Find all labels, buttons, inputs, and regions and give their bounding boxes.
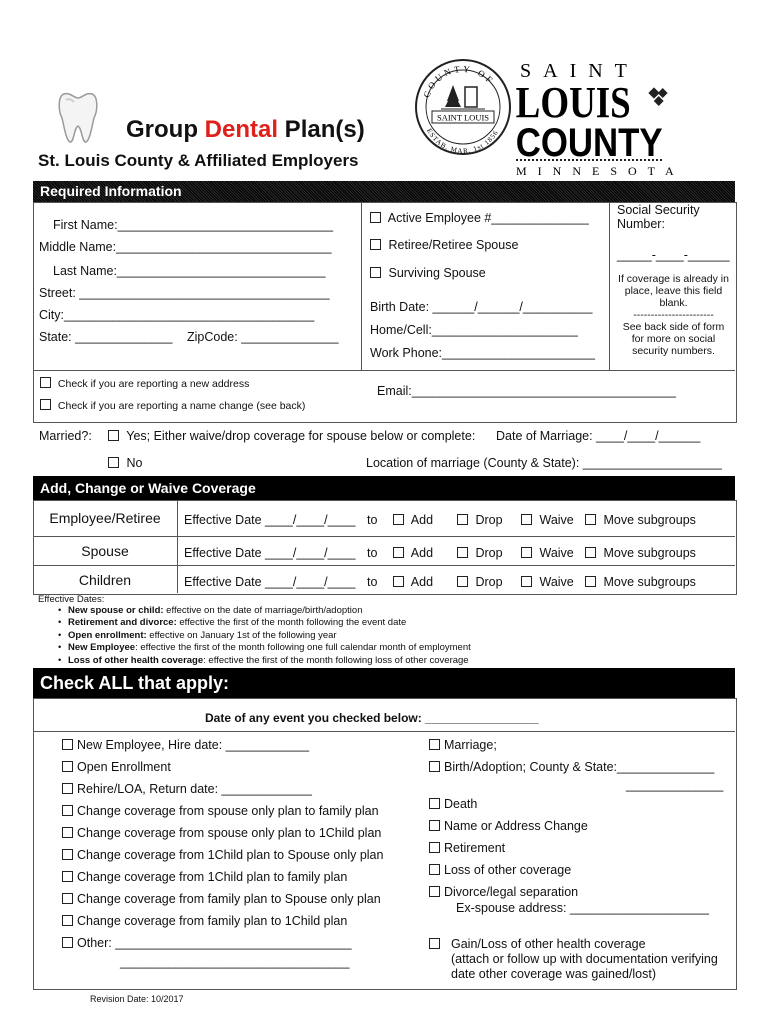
waive-checkbox[interactable]: [521, 514, 532, 525]
first-name-field[interactable]: First Name:_______________________________: [53, 218, 334, 232]
add-option[interactable]: Add: [393, 513, 433, 527]
to-label: to: [367, 575, 378, 589]
revision-date: Revision Date: 10/2017: [90, 994, 184, 1004]
checkbox[interactable]: [429, 820, 440, 831]
checkbox[interactable]: [62, 827, 73, 838]
checkbox[interactable]: [429, 864, 440, 875]
waive-checkbox[interactable]: [521, 547, 532, 558]
check-item[interactable]: Retirement: [429, 841, 505, 855]
add-checkbox[interactable]: [393, 514, 404, 525]
gain-loss-text: Gain/Loss of other health coverage (attach or follow up with documentation verifying date other coverage was gained/lost): [451, 937, 718, 981]
zipcode-field[interactable]: ZipCode: ______________: [187, 330, 339, 344]
svg-text:ESTAB. MAR. 1st 1856: ESTAB. MAR. 1st 1856: [424, 127, 501, 156]
ex-spouse-address-field[interactable]: Ex-spouse address: ____________________: [456, 901, 709, 915]
effective-date-field[interactable]: Effective Date ____/____/____: [184, 513, 356, 527]
city-field[interactable]: City:____________________________________: [39, 308, 315, 322]
work-phone-field[interactable]: Work Phone:______________________: [370, 346, 595, 360]
event-date-field[interactable]: Date of any event you checked below: _________________: [205, 711, 539, 725]
middle-name-field[interactable]: Middle Name:_______________________________: [39, 240, 332, 254]
check-item[interactable]: Marriage;: [429, 738, 497, 752]
checkbox[interactable]: [429, 761, 440, 772]
list-item: • New spouse or child: effective on the date of marriage/birth/adoption: [58, 605, 471, 617]
birth-location-line-2[interactable]: ______________: [626, 778, 724, 792]
checkbox[interactable]: [62, 761, 73, 772]
check-all-header: Check ALL that apply:: [33, 668, 735, 698]
to-label: to: [367, 513, 378, 527]
active-employee-option[interactable]: Active Employee #______________: [370, 211, 589, 225]
list-item: • Open enrollment: effective on January 1st of the following year: [58, 630, 471, 642]
checkbox[interactable]: [62, 915, 73, 926]
county-seal-logo: [413, 57, 513, 157]
check-item[interactable]: Change coverage from family plan to Spouse only plan: [62, 892, 381, 906]
effective-date-field[interactable]: Effective Date ____/____/____: [184, 575, 356, 589]
last-name-field[interactable]: Last Name:______________________________: [53, 264, 326, 278]
svg-text:LOUIS: LOUIS: [515, 78, 631, 127]
drop-checkbox[interactable]: [457, 547, 468, 558]
drop-checkbox[interactable]: [457, 514, 468, 525]
check-item[interactable]: Change coverage from spouse only plan to 1Child plan: [62, 826, 381, 840]
check-item[interactable]: Rehire/LOA, Return date: _____________: [62, 782, 312, 796]
ssn-label: Social Security: [617, 203, 700, 217]
check-item[interactable]: New Employee, Hire date: ____________: [62, 738, 309, 752]
svg-text:MINNESOTA: MINNESOTA: [516, 164, 685, 178]
list-item: • Loss of other health coverage: effective the first of the month following loss of other coverage: [58, 655, 471, 667]
coverage-row-label: Children: [78, 572, 132, 588]
surviving-spouse-option[interactable]: Surviving Spouse: [370, 266, 486, 280]
waive-checkbox[interactable]: [521, 576, 532, 587]
check-item[interactable]: Death: [429, 797, 477, 811]
married-no-checkbox[interactable]: [108, 457, 119, 468]
checkbox[interactable]: [429, 842, 440, 853]
gain-loss-option[interactable]: [429, 937, 444, 951]
retiree-option[interactable]: Retiree/Retiree Spouse: [370, 238, 518, 252]
check-item[interactable]: Name or Address Change: [429, 819, 588, 833]
check-item-other[interactable]: Other: __________________________________: [62, 936, 352, 950]
checkbox[interactable]: [429, 798, 440, 809]
ssn-label-2: Number:: [617, 217, 665, 231]
checkbox[interactable]: [62, 739, 73, 750]
retiree-checkbox[interactable]: [370, 239, 381, 250]
move-subgroups-checkbox[interactable]: [585, 576, 596, 587]
checkbox[interactable]: [62, 783, 73, 794]
required-info-header: Required Information: [33, 181, 735, 202]
name-change-option[interactable]: Check if you are reporting a name change (see back): [40, 399, 305, 412]
name-change-checkbox[interactable]: [40, 399, 51, 410]
email-field[interactable]: Email:______________________________________: [377, 384, 676, 398]
new-address-checkbox[interactable]: [40, 377, 51, 388]
date-of-marriage-field[interactable]: Date of Marriage: ____/____/______: [496, 429, 701, 443]
drop-option[interactable]: Drop: [457, 513, 503, 527]
waive-option[interactable]: Waive: [521, 546, 574, 560]
check-item[interactable]: Divorce/legal separation: [429, 885, 578, 899]
move-subgroups-option[interactable]: Move subgroups: [585, 546, 696, 560]
coverage-header: Add, Change or Waive Coverage: [33, 476, 735, 500]
check-item[interactable]: Open Enrollment: [62, 760, 171, 774]
state-field[interactable]: State: ______________: [39, 330, 173, 344]
ssn-field[interactable]: _____-____-______: [617, 248, 730, 262]
drop-checkbox[interactable]: [457, 576, 468, 587]
effective-dates-label: Effective Dates:: [38, 594, 105, 605]
check-item[interactable]: Change coverage from 1Child plan to Spouse only plan: [62, 848, 383, 862]
checkbox[interactable]: [62, 849, 73, 860]
coverage-row-label: Employee/Retiree: [49, 510, 161, 526]
svg-text:COUNTY: COUNTY: [515, 119, 663, 165]
svg-text:COUNTY OF: COUNTY OF: [421, 63, 497, 99]
add-option[interactable]: Add: [393, 575, 433, 589]
move-subgroups-option[interactable]: Move subgroups: [585, 513, 696, 527]
check-item[interactable]: Birth/Adoption; County & State:______________: [429, 760, 714, 774]
checkbox[interactable]: [62, 871, 73, 882]
add-checkbox[interactable]: [393, 547, 404, 558]
tooth-icon: [56, 90, 100, 146]
page-title: Group Dental Plan(s): [126, 116, 365, 143]
coverage-row-label: Spouse: [81, 543, 129, 559]
to-label: to: [367, 546, 378, 560]
check-item[interactable]: Change coverage from 1Child plan to family plan: [62, 870, 347, 884]
married-yes-option[interactable]: Yes; Either waive/drop coverage for spouse below or complete:: [108, 429, 475, 443]
svg-text:SAINT LOUIS: SAINT LOUIS: [436, 112, 490, 123]
effective-date-field[interactable]: Effective Date ____/____/____: [184, 546, 356, 560]
checkbox[interactable]: [429, 739, 440, 750]
move-subgroups-checkbox[interactable]: [585, 547, 596, 558]
married-yes-checkbox[interactable]: [108, 430, 119, 441]
check-item[interactable]: Change coverage from family plan to 1Child plan: [62, 914, 347, 928]
effective-dates-list: [58, 605, 471, 667]
checkbox[interactable]: [62, 805, 73, 816]
married-label: Married?:: [39, 429, 92, 443]
drop-option[interactable]: Drop: [457, 575, 503, 589]
checkbox[interactable]: [62, 893, 73, 904]
other-line-2[interactable]: _________________________________: [120, 955, 350, 969]
add-option[interactable]: Add: [393, 546, 433, 560]
check-item[interactable]: Change coverage from spouse only plan to family plan: [62, 804, 379, 818]
street-field[interactable]: Street: ____________________________________: [39, 286, 330, 300]
married-no-option[interactable]: No: [108, 456, 142, 470]
move-subgroups-option[interactable]: Move subgroups: [585, 575, 696, 589]
svg-text:SAINT: SAINT: [520, 60, 639, 82]
location-of-marriage-field[interactable]: Location of marriage (County & State): ____________________: [366, 456, 722, 470]
new-address-option[interactable]: Check if you are reporting a new address: [40, 377, 249, 390]
surviving-spouse-checkbox[interactable]: [370, 267, 381, 278]
page-subtitle: St. Louis County & Affiliated Employers: [38, 151, 359, 170]
add-checkbox[interactable]: [393, 576, 404, 587]
saint-louis-county-logo: [514, 57, 700, 179]
checkbox[interactable]: [429, 938, 440, 949]
move-subgroups-checkbox[interactable]: [585, 514, 596, 525]
checkbox[interactable]: [429, 886, 440, 897]
waive-option[interactable]: Waive: [521, 513, 574, 527]
list-item: • Retirement and divorce: effective the first of the month following the event date: [58, 617, 471, 629]
ssn-note: If coverage is already in place, leave this field blank. ----------------------- See back side of form for more on social security numbers.: [618, 273, 729, 357]
list-item: • New Employee: effective the first of the month following one full calendar month of employment: [58, 642, 471, 654]
birth-date-field[interactable]: Birth Date: ______/______/__________: [370, 300, 593, 314]
checkbox[interactable]: [62, 937, 73, 948]
check-item[interactable]: Loss of other coverage: [429, 863, 571, 877]
drop-option[interactable]: Drop: [457, 546, 503, 560]
active-employee-checkbox[interactable]: [370, 212, 381, 223]
waive-option[interactable]: Waive: [521, 575, 574, 589]
home-cell-field[interactable]: Home/Cell:_____________________: [370, 323, 578, 337]
